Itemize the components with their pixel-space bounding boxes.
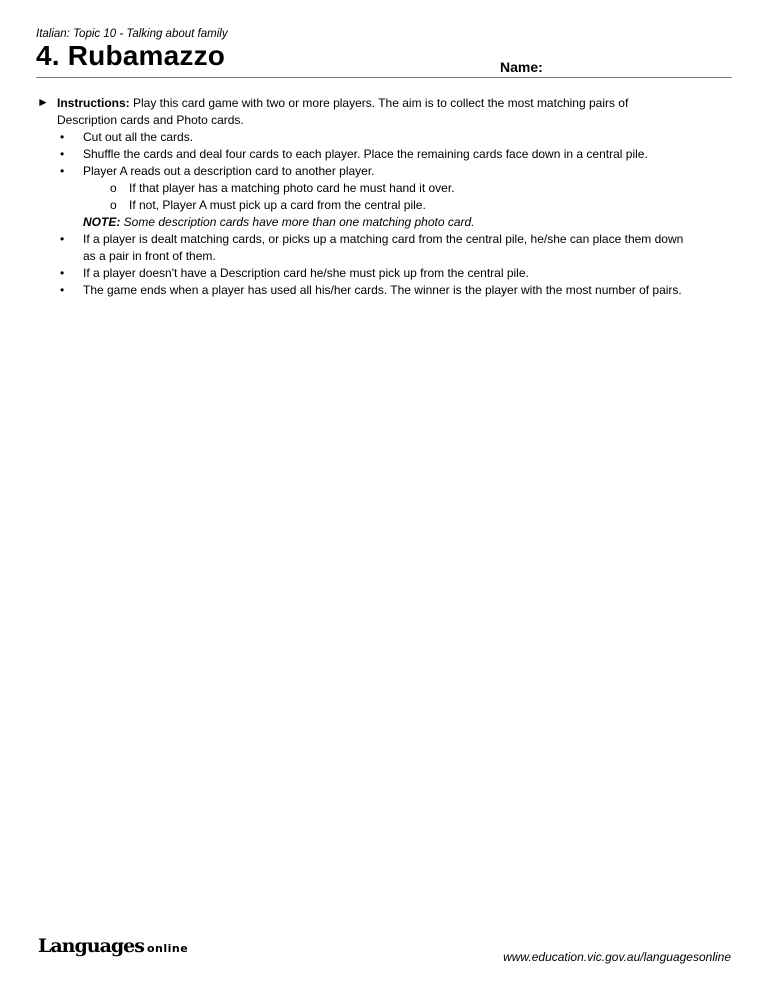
bullet-icon: •: [60, 147, 65, 161]
instructions-intro-continued: Description cards and Photo cards.: [57, 113, 244, 127]
arrow-icon: ►: [37, 95, 49, 109]
list-item: [36, 231, 736, 248]
sub-list-item-text: If not, Player A must pick up a card from the central pile.: [129, 198, 426, 212]
instructions-label: Instructions:: [57, 96, 130, 110]
list-item-text: The game ends when a player has used all his/her cards. The winner is the player with the most number of pairs.: [83, 283, 682, 297]
bullet-icon: •: [60, 164, 65, 178]
list-item-text: If a player is dealt matching cards, or picks up a matching card from the central pile, he/she can place them down: [83, 232, 684, 246]
list-item: [36, 163, 736, 180]
list-item: [36, 146, 736, 163]
instructions-intro-text: Play this card game with two or more players. The aim is to collect the most matching pairs of: [129, 96, 629, 110]
list-item-text: If a player doesn't have a Description card he/she must pick up from the central pile.: [83, 266, 529, 280]
note: [36, 214, 736, 231]
sub-list-item-text: If that player has a matching photo card he must hand it over.: [129, 181, 455, 195]
instructions-section: [36, 95, 736, 299]
circle-bullet-icon: o: [110, 198, 117, 212]
note-label: NOTE:: [83, 215, 121, 229]
footer-url: www.education.vic.gov.au/languagesonline: [503, 950, 731, 964]
bullet-icon: •: [60, 266, 65, 280]
languages-online-logo: [38, 935, 188, 957]
instructions-intro: [36, 95, 736, 112]
name-label: Name:: [500, 59, 543, 75]
list-item-text: Player A reads out a description card to another player.: [83, 164, 375, 178]
topic-subtitle: Italian: Topic 10 - Talking about family: [36, 28, 228, 40]
list-item: [36, 265, 736, 282]
circle-bullet-icon: o: [110, 181, 117, 195]
bullet-icon: •: [60, 232, 65, 246]
sub-list-item: [36, 180, 736, 197]
bullet-icon: •: [60, 283, 65, 297]
header-divider: [36, 77, 732, 78]
note-text: Some description cards have more than one matching photo card.: [120, 215, 475, 229]
page-title: 4. Rubamazzo: [36, 40, 226, 71]
logo-main-text: Languages: [38, 935, 144, 957]
bullet-icon: •: [60, 130, 65, 144]
list-item-text: Shuffle the cards and deal four cards to each player. Place the remaining cards face down in a central pile.: [83, 147, 648, 161]
list-item: [36, 129, 736, 146]
list-item-text: Cut out all the cards.: [83, 130, 194, 144]
list-item-continued: as a pair in front of them.: [83, 249, 216, 263]
sub-list-item: [36, 197, 736, 214]
logo-sub-text: online: [146, 942, 189, 955]
list-item: [36, 282, 736, 299]
